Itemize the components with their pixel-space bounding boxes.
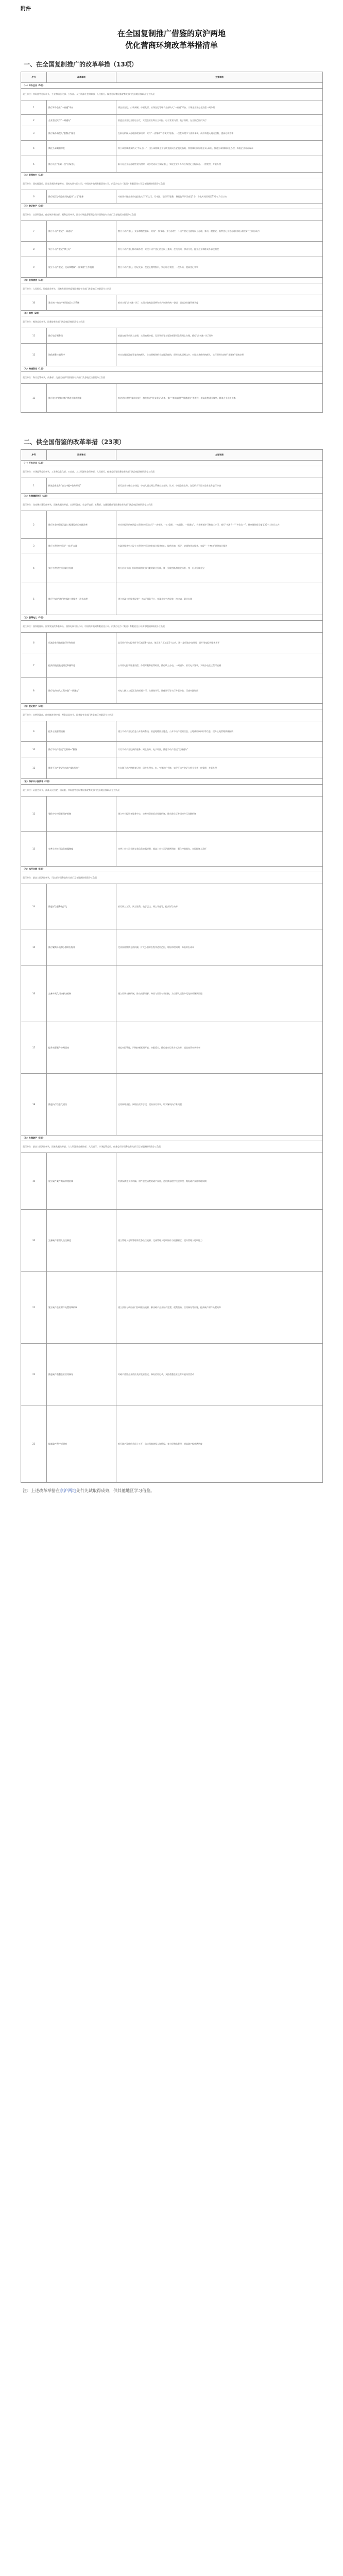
row-number: 3 [21,126,47,141]
group-responsibility-row [21,178,323,190]
table-row [21,221,323,242]
footnote-link[interactable]: 京沪两地 [60,1488,76,1493]
row-item: 提高破产程序透明度 [47,1405,116,1483]
row-item: 提升商事案件审判质效 [47,1022,116,1074]
group-title-row [21,311,323,316]
row-number: 8 [21,242,47,257]
group-responsibility-row [21,372,323,384]
row-measure: 推进企业登记全程电子化，实现企业名称自主申报、电子营业执照、电子档案，在全国范围内实行 [116,115,323,126]
row-measure: 高压用户用电报装环节压减至4个以内，低压用户压减至2个以内，进一步压缩办电时间，提升用电报装服务水平 [116,633,323,653]
row-measure: 推进进口货物“提前申报”，加快推进“两步申报”改革，推广“船边直提”“抵港直装”等模式，提高货物通关效率，降低企业通关成本 [116,384,323,413]
table-row [21,796,323,832]
row-number: 6 [21,190,47,204]
row-item: 推行不动产登记“一网通办” [47,221,116,242]
row-item: 完善破产管理人选任制度 [47,1210,116,1272]
row-number: 13 [21,384,47,413]
table-row [21,757,323,779]
row-measure: 推行由牵头部门组织协调相关部门限时联合验收，统一验收图纸和验收标准，统一出具验收意见 [116,553,323,583]
group-title-row [21,779,323,785]
row-item: 压减企业用电报装环节和时间 [47,633,116,653]
row-number: 12 [21,344,47,366]
row-item: 实行不动产登记“掌上办” [47,242,116,257]
row-number: 9 [21,721,47,742]
table-row [21,141,323,156]
group-title: （二）办理建筑许可（4项） [21,494,323,499]
header-item: 改革事项 [47,72,116,83]
row-number: 4 [21,553,47,583]
table-row [21,242,323,257]
row-number: 5 [21,156,47,173]
row-item: 建立破产案件简易审理机制 [47,1153,116,1210]
table-row [21,742,323,757]
table-row [21,633,323,653]
row-item: 建立不动产登记、交易和缴税“一窗受理”工作机制 [47,257,116,278]
row-measure: 将企业登记、公章刻制、申领发票、社保登记等环节全部纳入“一窗通”平台，实现企业开办全流程一网办理 [116,100,323,115]
group-responsibility: 责任单位：国家能源局、国家发展改革委牵头，国家电网有限公司、中国南方电网有限责任公司、内蒙古电力（集团）有限责任公司及各地区按职责分工负责 [21,178,323,190]
group-title-row [21,366,323,372]
row-measure: 实行不动产登记预约服务、网上查询、电子证照，推进不动产登记“全城通办” [116,742,323,757]
group-responsibility-row [21,785,323,796]
row-number: 2 [21,115,47,126]
row-number: 1 [21,478,47,494]
footnote-suffix: 先行先试取得成效，供其他地区学习借鉴。 [76,1488,155,1493]
row-measure: 推行破产案件信息网上公开，依法保障债权人知情权、参与权和监督权，提高破产程序透明度 [116,1405,323,1483]
table-header-row [21,72,323,83]
table-row [21,156,323,173]
group-responsibility: 责任单位：自然资源部、住房城乡建设部、税务总局牵头，国家市场监督管理总局等国务院有关部门及各地区按职责分工负责 [21,209,323,221]
row-item: 推行社会投资低风险工程建设项目审批改革 [47,511,116,539]
group-responsibility: 责任单位：最高人民法院牵头，国家发展改革委、人力资源社会保障部、人民银行、市场监管总局、税务总局等国务院有关部门及各地区按职责分工负责 [21,1141,323,1153]
table-row [21,478,323,494]
row-measure: 对未办理过涉税事宜的纳税人，主动到税务机关办理清税的，即时出具清税文书；对符合条件的纳税人，实行即时办结的“承诺制”容缺办理 [116,344,323,366]
row-measure: 整合不动产登记、交易和缴税服务，实现“一窗受理、并行办理”，不动产登记全流程网上办理，推动一般登记、抵押登记业务办理时间压缩至5个工作日以内 [116,221,323,242]
group-responsibility-row [21,1141,323,1153]
row-number: 11 [21,757,47,779]
row-measure: 建立管理人分级管理和竞争选任机制，完善管理人履职评价与报酬制度，提升管理人履职能力 [116,1210,323,1272]
table-row [21,583,323,615]
header-measure: 主要举措 [116,450,323,461]
row-item: 企业登记实行“一网通办” [47,115,116,126]
row-number: 6 [21,633,47,653]
group-responsibility-row [21,89,323,100]
row-item: 探索企业名称“自主申报+告知承诺” [47,478,116,494]
row-measure: 完善上市公司关联交易信息披露规则，提高上市公司治理透明度，强化控股股东、实际控制人责任 [116,832,323,867]
group-title: （六）跨境贸易（1项） [21,366,323,372]
header-num: 序号 [21,450,47,461]
table-row [21,678,323,704]
section-2-title: 二、供全国借鉴的改革举措（23项） [24,438,125,446]
table-row [21,344,323,366]
row-measure: 建立法院与政府部门协调联动机制，解决破产企业财产处置、税费缴纳、信用修复等问题，提高破产财产处置效率 [116,1272,323,1344]
row-measure: 运用网络查控、网络拍卖等手段，提高执行效率，切实解决执行难问题 [116,1074,323,1136]
row-measure: 在办理不动产转移登记时，同步办理水、电、气等过户手续，实现不动产登记与相关业务一窗受理、并联办理 [116,757,323,779]
group-responsibility-row [21,621,323,633]
group-title-row [21,461,323,466]
group-title-row [21,278,323,283]
group-responsibility: 责任单位：最高人民法院牵头，司法部等国务院有关部门及各地区按职责分工负责 [21,872,323,884]
table-row [21,1272,323,1344]
table-row [21,553,323,583]
group-responsibility-row [21,872,323,884]
row-number: 11 [21,328,47,344]
table-row [21,721,323,742]
row-item: 推进诉讼服务电子化 [47,884,116,929]
group-title-row [21,83,323,89]
row-number: 7 [21,653,47,678]
row-number: 10 [21,295,47,311]
row-number: 16 [21,965,47,1022]
group-responsibility-row [21,283,323,295]
row-measure: 推动实现“最多跑一次”，实现应收账款质押和动产抵押的统一登记，提高企业融资便利度 [116,295,323,311]
row-item: 提升土地管理质量 [47,721,116,742]
row-measure: 对社会投资的低风险工程建设项目实行“一表申请、一口受理、一站服务、一网通办”，合并规划许可和施工许可，推行“多测合一”“多验合一”，将审批时间压缩至30个工作日以内 [116,511,323,539]
row-measure: 建立市政公用服务报装“一站式”服务平台，实现水电气热报装一次申请、联合办理 [116,583,323,615]
group-responsibility: 责任单位：海关总署牵头，商务部、交通运输部等国务院有关部门及各地区按职责分工负责 [21,372,323,384]
group-title-row [21,204,323,209]
row-item: 推行电力接入工程审批“一网通办” [47,678,116,704]
row-item: 提高用电报装透明度和便利度 [47,653,116,678]
table-row [21,653,323,678]
header-item: 改革事项 [47,450,116,461]
row-measure: 对低压小微企业用电报装实行“零上门、零审批、零投资”服务，将报装环节压减至2个，办电时间压缩至25个工作日以内 [116,190,323,204]
table-row [21,1153,323,1210]
row-item: 推行员工“五险一金”社保登记 [47,156,116,173]
group-title: （六）执行合同（5项） [21,867,323,872]
row-item: 推进执行信息化建设 [47,1074,116,1136]
row-number: 21 [21,1272,47,1344]
group-responsibility: 责任单位：市场监管总局牵头，工业和信息化部、公安部、人力资源社会保障部、人民银行、税务总局等国务院有关部门及各地区按职责分工负责 [21,466,323,478]
row-measure: 对电力接入工程涉及的规划许可、占掘路许可、绿化许可等实行并联审批，压减审批时间 [116,678,323,704]
row-item: 实行工程建设项目联合验收 [47,553,116,583]
group-responsibility-row [21,316,323,328]
row-measure: 对债权债务关系明确、财产状况清楚的破产案件，适用简易程序快速审理，缩短破产案件审理周期 [116,1153,323,1210]
group-responsibility: 责任单位：国家能源局、国家发展改革委牵头，国家电网有限公司、中国南方电网有限责任公司、内蒙古电力（集团）有限责任公司及各地区按职责分工负责 [21,621,323,633]
row-number: 20 [21,1210,47,1272]
row-item: 推行新办纳税人“套餐式”服务 [47,126,116,141]
row-number: 12 [21,796,47,832]
group-title: （一）开办企业（1项） [21,461,323,466]
row-measure: 将公章刻制备案纳入“多证合一”，由公章刻制企业在线直接向公安机关备案，将刻制时间压缩至1天以内，推进公章刻制网上办理，降低企业开办成本 [116,141,323,156]
table-row [21,884,323,929]
row-item: 推行“水电气热”等市政公用服务一站式办理 [47,583,116,615]
row-item: 推行电子税务局 [47,328,116,344]
row-number: 3 [21,539,47,553]
row-number: 23 [21,1405,47,1483]
row-item: 推行低压小微企业用电报装“三零”服务 [47,190,116,204]
row-item: 简化公章刻制审批 [47,141,116,156]
group-title: （五）纳税（2项） [21,311,323,316]
row-number: 5 [21,583,47,615]
row-item: 推行不动产登记“互联网+”服务 [47,742,116,757]
group-responsibility-row [21,709,323,721]
table-row [21,832,323,867]
row-measure: 公开用电报装服务流程、办理时限和收费标准，推行线上办电、一网通办，推行电子签章，实现办电全过程可追溯 [116,653,323,678]
group-responsibility-row [21,499,323,511]
table-row [21,1074,323,1136]
section-1-table [21,72,323,413]
row-item: 推行开办企业“一窗通”平台 [47,100,116,115]
row-item: 推行进口“提前申报”等通关便利措施 [47,384,116,413]
group-title: （一）开办企业（5项） [21,83,323,89]
table-row [21,126,323,141]
table-row [21,965,323,1022]
group-responsibility: 责任单位：市场监管总局牵头，工业和信息化部、公安部、人力资源社会保障部、人民银行、税务总局等国务院有关部门及各地区按职责分工负责 [21,89,323,100]
row-item: 完善多元化纠纷解决机制 [47,965,116,1022]
row-number: 10 [21,742,47,757]
table-row [21,115,323,126]
group-responsibility: 责任单位：自然资源部、住房城乡建设部、税务总局牵头，国务院有关部门及各地区按职责分工负责 [21,709,323,721]
row-item: 建立统一的动产担保登记公示系统 [47,295,116,311]
table-row [21,539,323,553]
row-item: 建立破产企业财产处置协调机制 [47,1272,116,1344]
table-row [21,384,323,413]
row-measure: 整合不动产登记、房屋交易、税收征缴等窗口，实行综合受理、一次办结，提高登记效率 [116,257,323,278]
table-row [21,190,323,204]
section-1-title: 一、在全国复制推广的改革举措（13项） [24,61,138,68]
group-title-row [21,173,323,178]
row-item: 强化中小投资者保护机制 [47,796,116,832]
table-row [21,1022,323,1074]
table-row [21,257,323,278]
group-responsibility-row [21,466,323,478]
section-2-body [21,461,323,1483]
group-title-row [21,704,323,709]
group-title: （二）获得电力（1项） [21,173,323,178]
group-title: （七）办理破产（5项） [21,1136,323,1141]
group-title: （三）获得电力（3项） [21,615,323,621]
table-row [21,1344,323,1405]
section-1-body [21,83,323,413]
row-measure: 对破产重整企业依法及时变更登记、修复信用记录，支持重整企业正常开展经营活动 [116,1344,323,1405]
row-measure: 在新办纳税人办理涉税事项时，实行“一表集成”“套餐式”服务，一次性办理多个涉税事项，减少纳税人跑动次数，提高办税效率 [116,126,323,141]
footnote-prefix: 注：上述改革举措在 [23,1488,60,1493]
row-number: 22 [21,1344,47,1405]
row-measure: 建立不动产登记信息公开查询系统，推进地籍图全覆盖，公开不动产权属信息、土地使用权纠纷等信息，提升土地管理质量指数 [116,721,323,742]
row-number: 1 [21,100,47,115]
footnote [21,1488,322,1494]
group-title: （三）登记财产（3项） [21,204,323,209]
section-2-table [21,449,323,1483]
row-measure: 完善案件繁简分流机制，扩大小额诉讼程序适用范围，缩短审理周期，降低诉讼成本 [116,929,323,965]
row-item: 完善上市公司信息披露制度 [47,832,116,867]
row-number: 14 [21,884,47,929]
group-responsibility: 责任单位：证监会牵头，最高人民法院、国资委、市场监管总局等国务院有关部门及各地区按职责分工负责 [21,785,323,796]
row-measure: 建立中小投资者服务中心，完善投资者诉求处理机制，推动建立证券纠纷多元化解机制 [116,796,323,832]
row-number: 8 [21,678,47,704]
row-number: 4 [21,141,47,156]
group-responsibility: 责任单位：人民银行、银保监会牵头，国家发展改革委等国务院有关部门及各地区按职责分工负责 [21,283,323,295]
group-title: （五）保护中小投资者（2项） [21,779,323,785]
row-number: 19 [21,1153,47,1210]
row-number: 13 [21,832,47,867]
row-measure: 推行网上立案、网上缴费、电子送达、网上开庭等，提高诉讼效率 [116,884,323,929]
row-measure: 在政务服务中心设立工程建设项目审批综合服务窗口，提供咨询、指导、协调和代办服务，实现“一个窗口”提供综合服务 [116,539,323,553]
group-title-row [21,1136,323,1141]
title-line-1: 在全国复制推广借鉴的京沪两地 [117,29,226,38]
header-num: 序号 [21,72,47,83]
attachment-label: 附件 [21,6,31,12]
title-line-2: 优化营商环境改革举措清单 [125,41,218,50]
row-measure: 推进办税事项网上办理，实现纳税申报、发票领用等主要涉税事项全程网上办理，推行“最多跑一次”清单 [116,328,323,344]
row-measure: 推行不动产登记移动端办理，实现不动产登记信息网上查询、在线预约、移动支付，提升企业和群众办事便利度 [116,242,323,257]
row-number: 7 [21,221,47,242]
row-item: 简化税务注销程序 [47,344,116,366]
row-number: 18 [21,1074,47,1136]
row-measure: 建立诉调对接机制，推动商事调解、仲裁与诉讼有效衔接，为当事人提供多元化纠纷解决渠道 [116,965,323,1022]
table-row [21,295,323,311]
group-responsibility-row [21,209,323,221]
group-title: （四）获得信贷（1项） [21,278,323,283]
group-title-row [21,867,323,872]
table-row [21,100,323,115]
group-title: （四）登记财产（3项） [21,704,323,709]
row-item: 推行工程建设项目“一站式”办理 [47,539,116,553]
row-number: 17 [21,1022,47,1074]
row-number: 15 [21,929,47,965]
row-number: 2 [21,511,47,539]
row-item: 推进不动产登记与水电气联动过户 [47,757,116,779]
group-title-row [21,615,323,621]
group-responsibility: 责任单位：税务总局牵头，国务院有关部门及各地区按职责分工负责 [21,316,323,328]
group-responsibility: 责任单位：住房城乡建设部牵头，国家发展改革委、自然资源部、生态环境部、水利部、交通运输部等国务院有关部门及各地区按职责分工负责 [21,499,323,511]
header-measure: 主要举措 [116,72,323,83]
table-row [21,1210,323,1272]
row-number: 9 [21,257,47,278]
row-measure: 新开办企业在办理营业执照时，同步完成员工参保登记，实现企业开办与社保登记全程网办、一窗受理、并联办理 [116,156,323,173]
table-header-row [21,450,323,461]
row-measure: 规范审限管理，严格控制延期开庭、审限延长，推行庭审记录方式改革，提高商事审判效率 [116,1022,323,1074]
table-row [21,511,323,539]
table-row [21,1405,323,1483]
document-title [21,28,322,52]
row-measure: 推行企业名称自主申报，申请人通过网上系统自主查询、比对、申报企业名称，登记机关不再对企业名称进行审查 [116,478,323,494]
row-item: 推进破产重整企业信用修复 [47,1344,116,1405]
table-row [21,328,323,344]
group-title-row [21,494,323,499]
row-item: 推行繁简分流和小额诉讼程序 [47,929,116,965]
table-row [21,929,323,965]
